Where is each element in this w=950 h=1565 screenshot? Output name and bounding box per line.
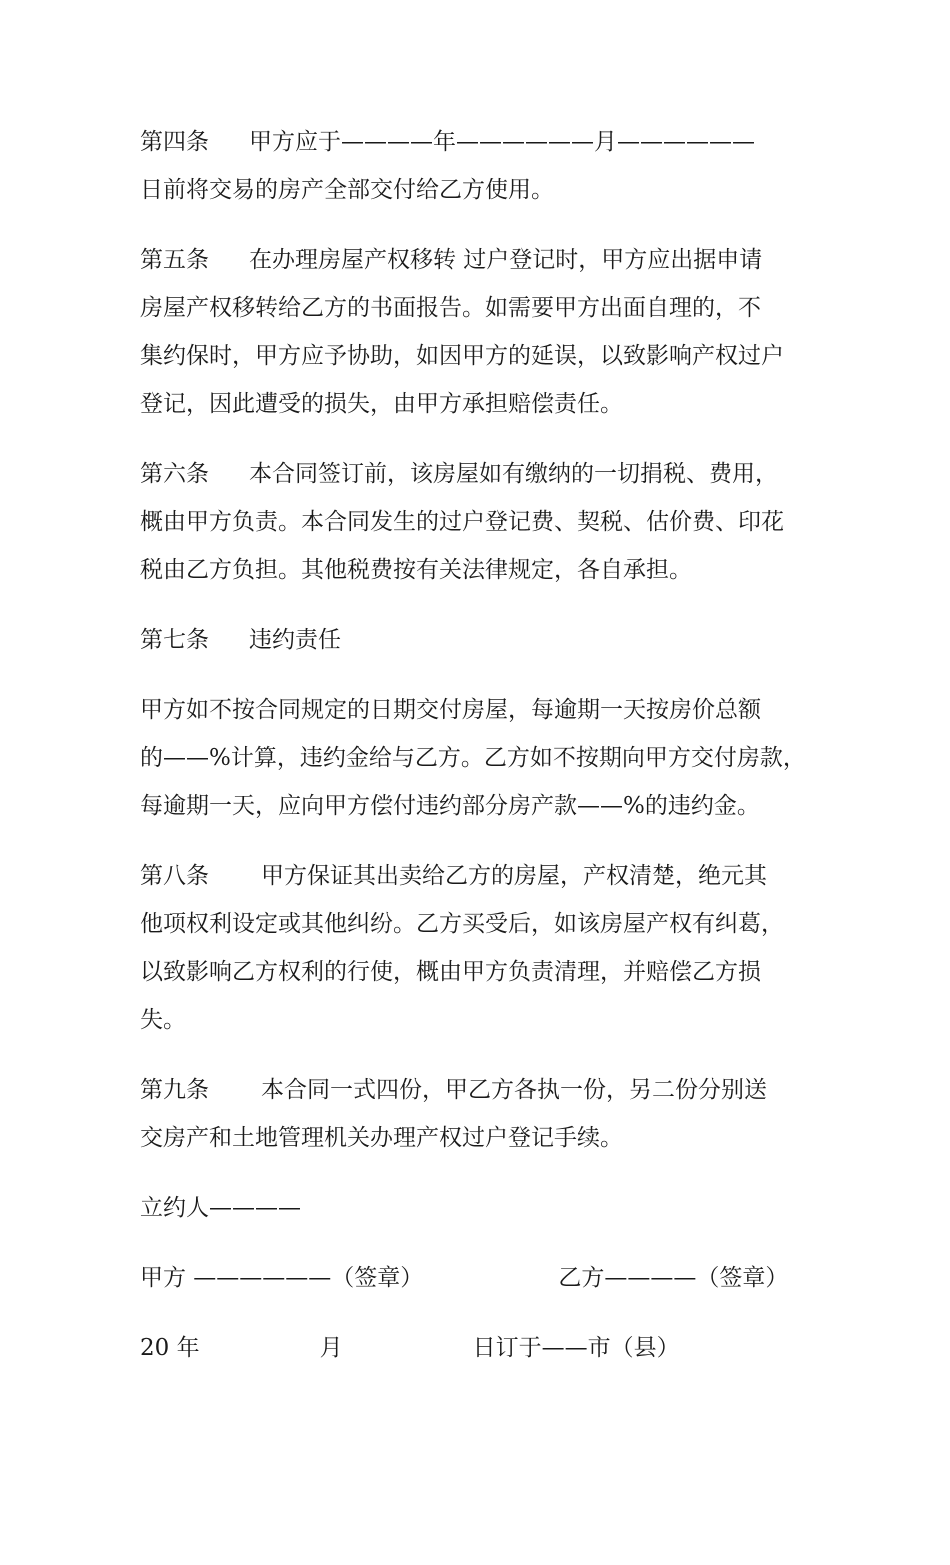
article-8 — [140, 852, 830, 1044]
article-9-text: 本合同一式四份，甲乙方各执一份，另二份分别送 — [261, 1077, 767, 1103]
article-5-text: 在办理房屋产权移转 过户登记时，甲方应出据申请 — [249, 247, 763, 273]
article-5-line-4: 登记，因此遭受的损失，由甲方承担赔偿责任。 — [140, 391, 623, 417]
date-month: 月 — [319, 1335, 343, 1361]
article-7-detail-line-1: 甲方如不按合同规定的日期交付房屋，每逾期一天按房价总额 — [140, 697, 761, 723]
signature-row — [140, 1254, 830, 1302]
party-b-signature: 乙方————（签章） — [558, 1265, 789, 1291]
article-7-detail-line-3: 每逾期一天，应向甲方偿付违约部分房产款——%的违约金。 — [140, 793, 760, 819]
article-6-line-2: 概由甲方负责。本合同发生的过户登记费、契税、估价费、印花 — [140, 509, 784, 535]
article-8-line-3: 以致影响乙方权利的行使，概由甲方负责清理，并赔偿乙方损 — [140, 959, 761, 985]
article-9-line-2: 交房产和土地管理机关办理产权过户登记手续。 — [140, 1125, 623, 1151]
article-5-heading: 第五条 — [140, 247, 209, 273]
article-6 — [140, 450, 830, 594]
date-year: 20 年 — [140, 1335, 200, 1361]
article-8-line-4: 失。 — [140, 1007, 186, 1033]
article-5-line-3: 集约保时，甲方应予协助，如因甲方的延误，以致影响产权过户 — [140, 343, 784, 369]
article-7-heading: 第七条 — [140, 627, 209, 653]
article-4-line-2: 日前将交易的房产全部交付给乙方使用。 — [140, 177, 554, 203]
article-6-line-3: 税由乙方负担。其他税费按有关法律规定，各自承担。 — [140, 557, 692, 583]
date-place: 日订于——市（县） — [472, 1335, 680, 1361]
article-7-detail — [140, 686, 830, 830]
parties-label-row — [140, 1184, 830, 1232]
article-5 — [140, 236, 830, 428]
article-6-heading: 第六条 — [140, 461, 209, 487]
parties-label: 立约人———— — [140, 1195, 301, 1221]
date-row — [140, 1324, 830, 1372]
article-7 — [140, 616, 830, 664]
article-9 — [140, 1066, 830, 1162]
article-8-heading: 第八条 — [140, 863, 209, 889]
party-a-signature: 甲方 ——————（签章） — [140, 1265, 424, 1291]
article-8-text: 甲方保证其出卖给乙方的房屋，产权清楚，绝元其 — [261, 863, 767, 889]
article-5-line-2: 房屋产权移转给乙方的书面报告。如需要甲方出面自理的，不 — [140, 295, 761, 321]
article-4-heading: 第四条 — [140, 129, 209, 155]
article-7-text: 违约责任 — [249, 627, 341, 653]
article-4-text: 甲方应于————年——————月—————— — [249, 129, 755, 155]
contract-page — [140, 118, 830, 1394]
article-6-text: 本合同签订前，该房屋如有缴纳的一切捐税、费用， — [249, 461, 778, 487]
article-8-line-2: 他项权利设定或其他纠纷。乙方买受后，如该房屋产权有纠葛， — [140, 911, 784, 937]
article-7-detail-line-2: 的——%计算，违约金给与乙方。乙方如不按期向甲方交付房款， — [140, 745, 806, 771]
article-9-heading: 第九条 — [140, 1077, 209, 1103]
article-4 — [140, 118, 830, 214]
